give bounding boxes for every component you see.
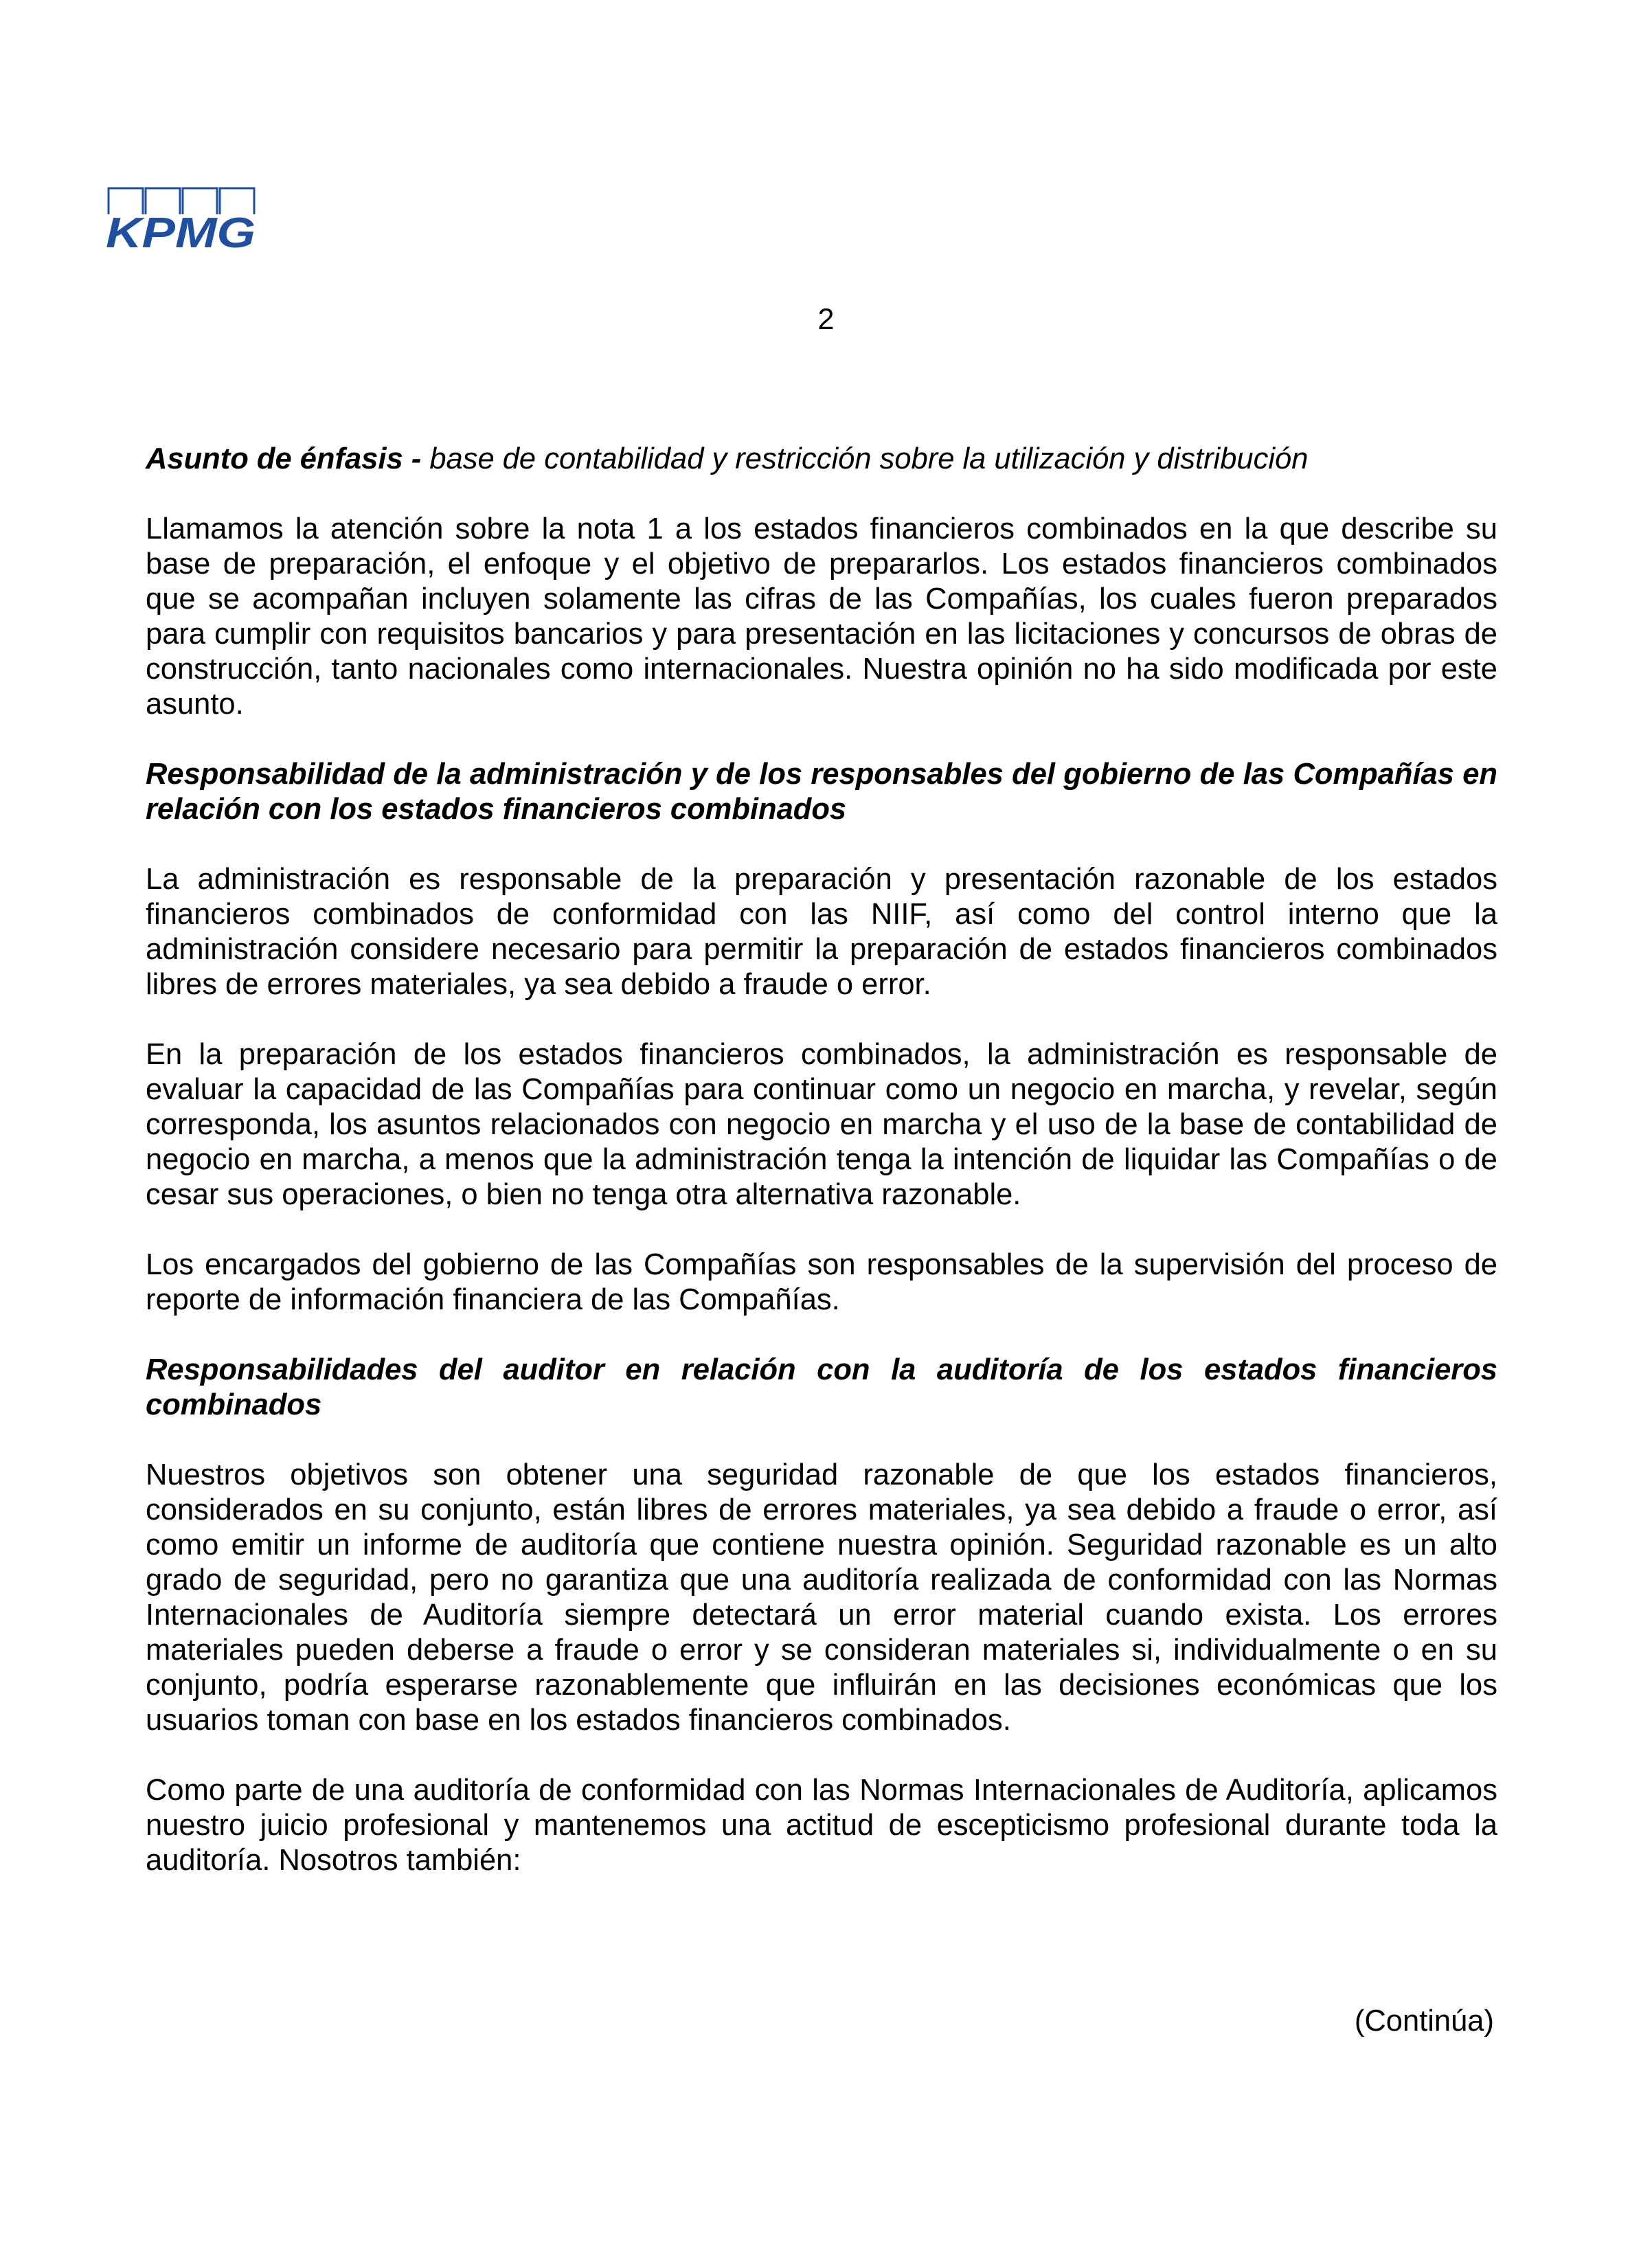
management-paragraph-3: Los encargados del gobierno de las Compañías son responsables de la supervisión del proceso de reporte de información financiera de las Compañías. [146,1248,1497,1316]
emphasis-paragraph: Llamamos la atención sobre la nota 1 a los estados financieros combinados en la que describe su base de preparación, el enfoque y el objetivo de prepararlos. Los estados financieros combinados que se acompañan incluyen solamente las cifras de las Compañías, los cuales fueron preparados para cumplir con requisitos bancarios y para presentación en las licitaciones y concursos de obras de construcción, tanto nacionales como internacionales. Nuestra opinión no ha sido modificada por este asunto. [146,512,1497,721]
continued-label: (Continúa) [1354,2005,1494,2038]
management-paragraph-2: En la preparación de los estados financieros combinados, la administración es responsable de evaluar la capacidad de las Compañías para continuar como un negocio en marcha, y revelar, según corresponda, los asuntos relacionados con negocio en marcha y el uso de la base de contabilidad de negocio en marcha, a menos que la administración tenga la intención de liquidar las Compañías o de cesar sus operaciones, o bien no tenga otra alternativa razonable. [146,1038,1497,1211]
management-paragraph-1: La administración es responsable de la preparación y presentación razonable de los estados financieros combinados de conformidad con las NIIF, así como del control interno que la administración considere necesario para permitir la preparación de estados financieros combinados libres de errores materiales, ya sea debido a fraude o error. [146,863,1497,1001]
auditor-heading: Responsabilidades del auditor en relación con la auditoría de los estados financieros combinados [146,1353,1497,1421]
report-body [146,442,1497,1878]
emphasis-heading [146,442,1497,477]
emphasis-heading-lead: Asunto de énfasis - [146,442,422,475]
emphasis-heading-rest: base de contabilidad y restricción sobre la utilización y distribución [421,442,1309,475]
kpmg-logo [103,187,261,253]
page-number: 2 [817,303,835,336]
auditor-paragraph-2: Como parte de una auditoría de conformidad con las Normas Internacionales de Auditoría, aplicamos nuestro juicio profesional y mantenemos una actitud de escepticismo profesional durante toda la auditoría. Nosotros también: [146,1774,1497,1877]
kpmg-logo-text: KPMG [106,210,256,253]
management-heading: Responsabilidad de la administración y de los responsables del gobierno de las Compañías en relación con los estados financieros combinados [146,758,1497,826]
auditor-paragraph-1: Nuestros objetivos son obtener una seguridad razonable de que los estados financieros, considerados en su conjunto, están libres de errores materiales, ya sea debido a fraude o error, así como emitir un informe de auditoría que contiene nuestra opinión. Seguridad razonable es un alto grado de seguridad, pero no garantiza que una auditoría realizada de conformidad con las Normas Internacionales de Auditoría siempre detectará un error material cuando exista. Los errores materiales pueden deberse a fraude o error y se consideran materiales si, individualmente o en su conjunto, podría esperarse razonablemente que influirán en las decisiones económicas que los usuarios toman con base en los estados financieros combinados. [146,1458,1497,1737]
